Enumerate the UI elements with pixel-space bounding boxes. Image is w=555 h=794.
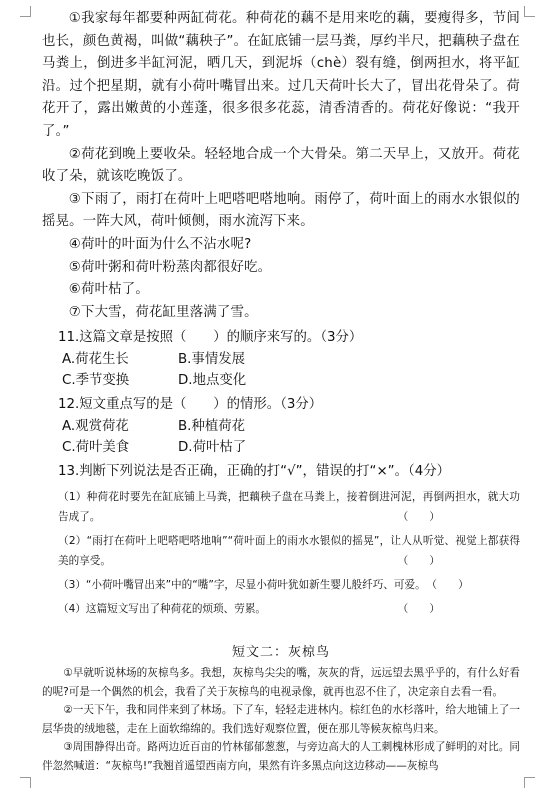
passage1-paragraph-5: ⑤荷叶粥和荷叶粉蒸肉都很好吃。 [68,259,272,275]
question-13: 13.判断下列说法是否正确，正确的打“√”，错误的打“×”。（4分） [58,464,450,480]
q13-answer-blank-2[interactable]: （ ） [397,555,440,568]
passage2-title: 短文二：灰椋鸟 [231,645,330,661]
q13-statement-3-text: （3）“小荷叶嘴冒出来”中的“嘴”字，尽显小荷叶犹如新生婴儿般纤巧、可爱。 [58,579,426,592]
passage1-paragraph-3: ③下雨了，雨打在荷叶上吧嗒吧嗒地响。雨停了，荷叶面上的雨水水银似的摇晃。一阵大风，荷叶倾侧，雨水流泻下来。 [42,191,520,230]
question-12-options-row-1 [42,416,520,437]
passage1-paragraph-4: ④荷叶的叶面为什么不沾水呢? [68,236,252,252]
corner-mark-bottom-right [524,777,535,788]
q13-statement-1: （1）种荷花时要先在缸底铺上马粪，把藕秧子盘在马粪上，接着倒进河泥，再倒两担水，就大功告成了。 [58,491,520,524]
corner-mark-top-right [524,6,535,17]
question-12-options-row-2 [42,437,520,458]
q12-option-c: C.荷叶美食 [62,440,130,456]
q12-option-b: B.种植荷花 [178,419,246,435]
q13-statement-2: （2）“雨打在荷叶上吧嗒吧嗒地响”“荷叶面上的雨水水银似的摇晃”，让人从听觉、视觉上都获得美的享受。 [58,535,520,568]
q11-option-c: C.季节变换 [62,373,130,389]
passage1-paragraph-6: ⑥荷叶枯了。 [68,282,149,298]
passage2-paragraph-1: ①早就听说林场的灰椋鸟多。我想，灰椋鸟尖尖的嘴，灰灰的背，远远望去黑乎乎的，有什么好看的呢?可是一个偶然的机会，我看了关于灰椋鸟的电视录像，就再也忍不住了，决定亲自去看一看。 [42,667,520,698]
document-page [42,8,520,775]
q11-option-b: B.事情发展 [178,352,246,368]
passage2-paragraph-2: ②一天下午，我和同伴来到了林场。下了车，轻轻走进林内。棕红色的水杉落叶，给大地铺上了一层华贵的绒地毯，走在上面软绵绵的。我们选好观察位置，便在那儿等候灰椋鸟归来。 [42,704,520,735]
q13-statement-3 [42,575,520,595]
q13-answer-blank-1[interactable]: （ ） [397,511,440,524]
passage1-paragraph-1: ①我家每年都要种两缸荷花。种荷花的藕不是用来吃的藕，要瘦得多，节间也长，颜色黄褐，叫做“藕秧子”。在缸底铺一层马粪，厚约半尺，把藕秧子盘在马粪上，倒进多半缸河泥，晒几天，到泥坼（chè）裂有缝，倒两担水，将平缸沿。过个把星期，就有小荷叶嘴冒出来。过几天荷叶长大了，冒出花骨朵了。荷花开了，露出嫩黄的小莲蓬，很多很多花蕊，清香清香的。荷花好像说：“我开了。” [42,11,520,139]
passage1-paragraph-2: ②荷花到晚上要收朵。轻轻地合成一个大骨朵。第二天早上，又放开。荷花收了朵，就该吃晚饭了。 [42,146,520,185]
q12-option-a: A.观赏荷花 [62,419,129,435]
q13-statement-4: （4）这篇短文写出了种荷花的烦琐、劳累。 [58,603,267,616]
passage1-paragraph-7: ⑦下大雪，荷花缸里落满了雪。 [68,304,258,320]
question-11-options-row-1 [42,349,520,370]
passage2-paragraph-3: ③周围静得出奇。路两边近百亩的竹林郁郁葱葱，与旁边高大的人工刺槐林形成了鲜明的对比。同伴忽然喊道：“灰椋鸟!”我翘首遥望西南方向，果然有许多黑点向这边移动——灰椋鸟 [42,741,520,772]
q13-answer-blank-4[interactable]: （ ） [397,603,440,616]
corner-mark-bottom-left [20,777,31,788]
question-11: 11.这篇文章是按照（ ）的顺序来写的。（3分） [58,330,363,346]
q11-option-d: D.地点变化 [178,373,247,389]
q13-answer-blank-3[interactable]: （ ） [431,579,469,592]
q11-option-a: A.荷花生长 [62,352,129,368]
question-11-options-row-2 [42,370,520,391]
corner-mark-top-left [20,6,31,17]
question-12: 12.短文重点写的是（ ）的情形。（3分） [58,397,323,413]
q12-option-d: D.荷叶枯了 [178,440,247,456]
